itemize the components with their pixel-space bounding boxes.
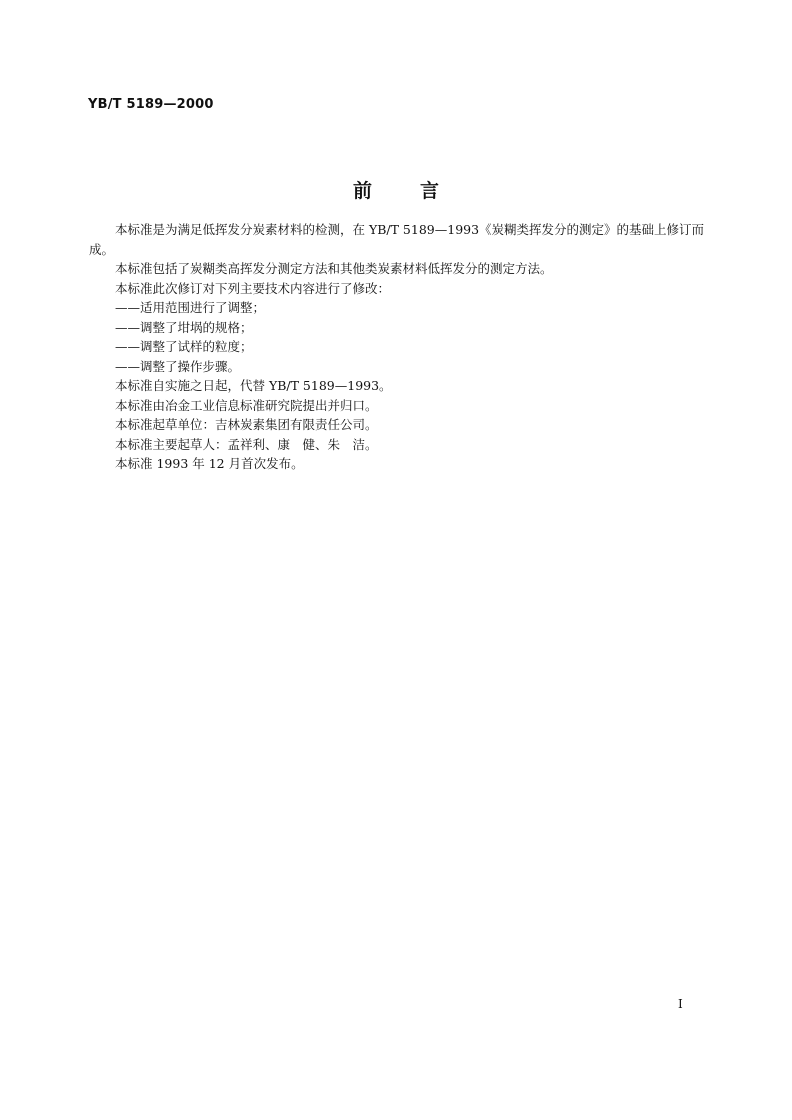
foreword-body xyxy=(89,220,711,474)
paragraph-first-release: 本标准 1993 年 12 月首次发布。 xyxy=(115,456,304,471)
paragraph-purpose: 本标准是为满足低挥发分炭素材料的检测，在 YB/T 5189—1993《炭糊类挥发分的测定》的基础上修订而成。 xyxy=(89,222,705,257)
paragraph-drafting-unit: 本标准起草单位：吉林炭素集团有限责任公司。 xyxy=(115,417,378,432)
revision-item: ——调整了试样的粒度； xyxy=(115,339,253,354)
page-title xyxy=(0,176,792,203)
paragraph-drafters: 本标准主要起草人：孟祥利、康 健、朱 洁。 xyxy=(115,436,378,452)
paragraph-proposer: 本标准由冶金工业信息标准研究院提出并归口。 xyxy=(115,397,378,413)
standard-code: YB/T 5189—2000 xyxy=(88,97,214,112)
page-number: I xyxy=(678,997,683,1011)
revision-item: ——调整了坩埚的规格； xyxy=(115,319,253,335)
revision-item: ——适用范围进行了调整； xyxy=(115,300,266,315)
title-char-2: 言 xyxy=(420,180,440,202)
title-char-1: 前 xyxy=(352,180,372,202)
paragraph-replaces: 本标准自实施之日起，代替 YB/T 5189—1993。 xyxy=(115,378,392,393)
revision-item: ——调整了操作步骤。 xyxy=(115,358,241,374)
paragraph-scope: 本标准包括了炭糊类高挥发分测定方法和其他类炭素材料低挥发分的测定方法。 xyxy=(115,261,553,276)
paragraph-revision-intro: 本标准此次修订对下列主要技术内容进行了修改： xyxy=(115,280,391,296)
